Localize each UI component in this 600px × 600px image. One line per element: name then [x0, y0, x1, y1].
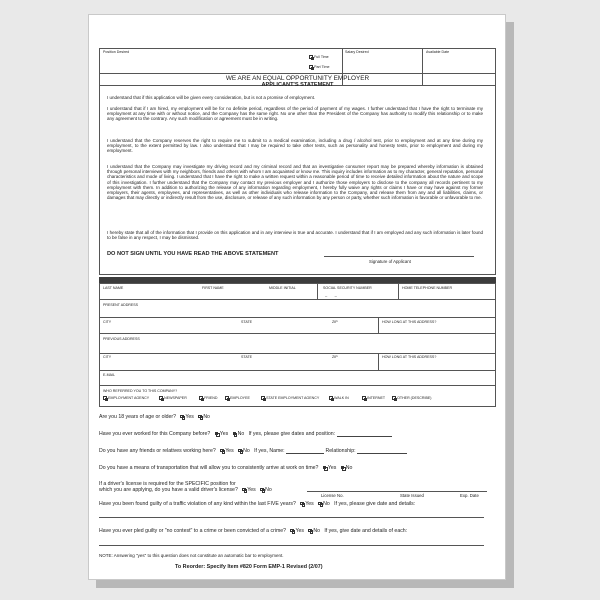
signature-label: Signature of Applicant — [369, 259, 411, 264]
worked-no-checkbox[interactable] — [233, 432, 237, 436]
age-yes-checkbox[interactable] — [180, 415, 184, 419]
referred-label: WHO REFERRED YOU TO THIS COMPANY? — [103, 389, 178, 393]
position-desired-label: Position Desired — [103, 50, 130, 54]
question-age: Are you 18 years of age or older? Yes No — [99, 414, 210, 420]
referral-friend[interactable]: FRIEND — [199, 396, 217, 400]
zip-field-1[interactable]: ZIP — [332, 320, 338, 324]
relatives-yes-checkbox[interactable] — [220, 449, 224, 453]
city-field-1[interactable]: CITY — [103, 320, 112, 324]
middle-initial-field[interactable]: MIDDLE INITIAL — [269, 286, 296, 290]
email-field[interactable]: E-MAIL — [103, 373, 115, 377]
crime-details-line[interactable] — [99, 545, 484, 546]
state-field-1[interactable]: STATE — [241, 320, 253, 324]
referral-employee[interactable]: EMPLOYEE — [225, 396, 250, 400]
city-field-2[interactable]: CITY — [103, 355, 112, 359]
referral-state-agency[interactable]: STATE EMPLOYMENT AGENCY — [261, 396, 319, 400]
relationship-line[interactable] — [357, 448, 407, 454]
crime-no-checkbox[interactable] — [308, 529, 312, 533]
question-traffic-violation: Have you been found guilty of a traffic violation of any kind within the last FIVE years? Yes No If yes, please give date and details: — [99, 501, 416, 507]
exp-date-label: Exp. Date — [460, 493, 479, 498]
question-worked-before: Have you ever worked for this Company before? Yes No If yes, please give dates and position: — [99, 431, 392, 437]
statement-p2: I understand that if I am hired, my employment will be for no definite period, regardless of the period of payment of my wages. I further understand that I have the right to terminate my employment at any time with or without notice, and the Company has the same right. No one other than the President of the Company has authority to modify this relationship or to make any agreement to the contrary. Any such modification or agreement must be in writing. — [107, 106, 483, 122]
state-field-2[interactable]: STATE — [241, 355, 253, 359]
referral-walk-in[interactable]: WALK IN — [329, 396, 349, 400]
crime-yes-checkbox[interactable] — [290, 529, 294, 533]
previous-address-field[interactable]: PREVIOUS ADDRESS — [103, 337, 140, 341]
ssn-dashes: – – — [325, 293, 338, 298]
part-time-option[interactable]: Part Time — [309, 65, 329, 69]
relatives-no-checkbox[interactable] — [238, 449, 242, 453]
part-time-checkbox[interactable] — [309, 65, 313, 69]
age-no-checkbox[interactable] — [198, 415, 202, 419]
license-yes-checkbox[interactable] — [242, 488, 246, 492]
salary-desired-label: Salary Desired — [345, 50, 369, 54]
question-license-line1: If a driver's license is required for the SPECIFIC position for — [99, 481, 236, 487]
answer-note: NOTE: Answering "yes" to this question does not constitute an automatic bar to employment. — [99, 553, 284, 558]
traffic-yes-checkbox[interactable] — [300, 502, 304, 506]
last-name-field[interactable]: LAST NAME — [103, 286, 124, 290]
reorder-info: To Reorder: Specify Item #820 Form EMP-1 Revised (2/07) — [175, 564, 323, 570]
transport-yes-checkbox[interactable] — [323, 466, 327, 470]
traffic-no-checkbox[interactable] — [318, 502, 322, 506]
ssn-field[interactable]: SOCIAL SECURITY NUMBER — [323, 286, 372, 290]
statement-p4: I understand that the Company may investigate my driving record and my criminal record and that an investigative consumer report may be prepared whereby information is obtained through personal interviews with my neighbors, friends and others with whom I am acquainted or know me. This inquiry includes information as to my character, general reputation, personal characteristics and mode of living. I understand that I have the right to make a written request within a reasonable period of time to receive detailed information about the nature and scope of this investigation. I further understand that the Company may contact my previous employer and I authorize those employers to disclose to the company all records pertinent to my employment with them. In addition to authorizing the release of any information regarding employment, I hereby fully waive any rights or claims I have or may have against my former employers, their agents, employees, and representatives, as well as other individuals who release information to the Company, and release them from any and all liabilities, claims, or damages that may directly or indirectly result from the use, disclosure, or release of any such information by any person or party, whether such information is favorable or unfavorable to me. — [107, 164, 483, 201]
available-date-label: Available Date — [426, 50, 450, 54]
worked-details-line[interactable] — [337, 431, 392, 437]
statement-p3: I understand that the Company reserves the right to require me to submit to a medical examination, including a drug / alcohol test, prior to employment and at any time during my employment, to the extent permitted by law. I also understand that I may be required to take other tests, such as personality and honesty tests, prior to employment and during my employment. — [107, 138, 483, 154]
eoe-title: WE ARE AN EQUAL OPPORTUNITY EMPLOYER — [225, 75, 370, 82]
how-long-field-1[interactable]: HOW LONG AT THIS ADDRESS? — [382, 320, 437, 324]
traffic-details-line[interactable] — [99, 517, 484, 518]
do-not-sign-warning: DO NOT SIGN UNTIL YOU HAVE READ THE ABOVE STATEMENT — [107, 251, 279, 257]
referral-employment-agency[interactable]: EMPLOYMENT AGENCY — [103, 396, 149, 400]
full-time-option[interactable]: Full Time — [309, 55, 329, 59]
signature-line[interactable] — [324, 256, 474, 257]
present-address-field[interactable]: PRESENT ADDRESS — [103, 303, 139, 307]
application-form-page — [88, 14, 506, 580]
home-phone-field[interactable]: HOME TELEPHONE NUMBER — [402, 286, 453, 290]
question-transportation: Do you have a means of transportation that will allow you to consistently arrive at work on time? Yes No — [99, 465, 353, 471]
license-info-line[interactable] — [307, 491, 487, 492]
worked-yes-checkbox[interactable] — [215, 432, 219, 436]
statement-p1: I understand that if this application will be given every consideration, but is not a promise of employment. — [107, 95, 316, 100]
full-time-checkbox[interactable] — [309, 55, 313, 59]
license-no-label: License No. — [321, 493, 344, 498]
state-issued-label: State Issued — [400, 493, 424, 498]
question-license: which you are applying, do you have a valid driver's license? Yes No — [99, 487, 272, 493]
question-crime: Have you ever pled guilty or "no contest" to a crime or been convicted of a crime? Yes No If yes, give date and details of each: — [99, 528, 408, 534]
how-long-field-2[interactable]: HOW LONG AT THIS ADDRESS? — [382, 355, 437, 359]
zip-field-2[interactable]: ZIP — [332, 355, 338, 359]
referral-internet[interactable]: INTERNET — [362, 396, 385, 400]
referral-other[interactable]: OTHER (DESCRIBE) — [392, 396, 431, 400]
transport-no-checkbox[interactable] — [341, 466, 345, 470]
question-friends-relatives: Do you have any friends or relatives working here? Yes No If yes, Name: Relationship: — [99, 448, 407, 454]
relative-name-line[interactable] — [286, 448, 324, 454]
statement-title: APPLICANT'S STATEMENT — [261, 82, 334, 88]
referral-newspaper[interactable]: NEWSPAPER — [159, 396, 187, 400]
first-name-field[interactable]: FIRST NAME — [202, 286, 224, 290]
license-no-checkbox[interactable] — [260, 488, 264, 492]
statement-p5: I hereby state that all of the information that I provide on this application and in any interview is true and accurate. I understand that if I am employed and any such information is later found to be false in any respect, I may be dismissed. — [107, 230, 483, 241]
